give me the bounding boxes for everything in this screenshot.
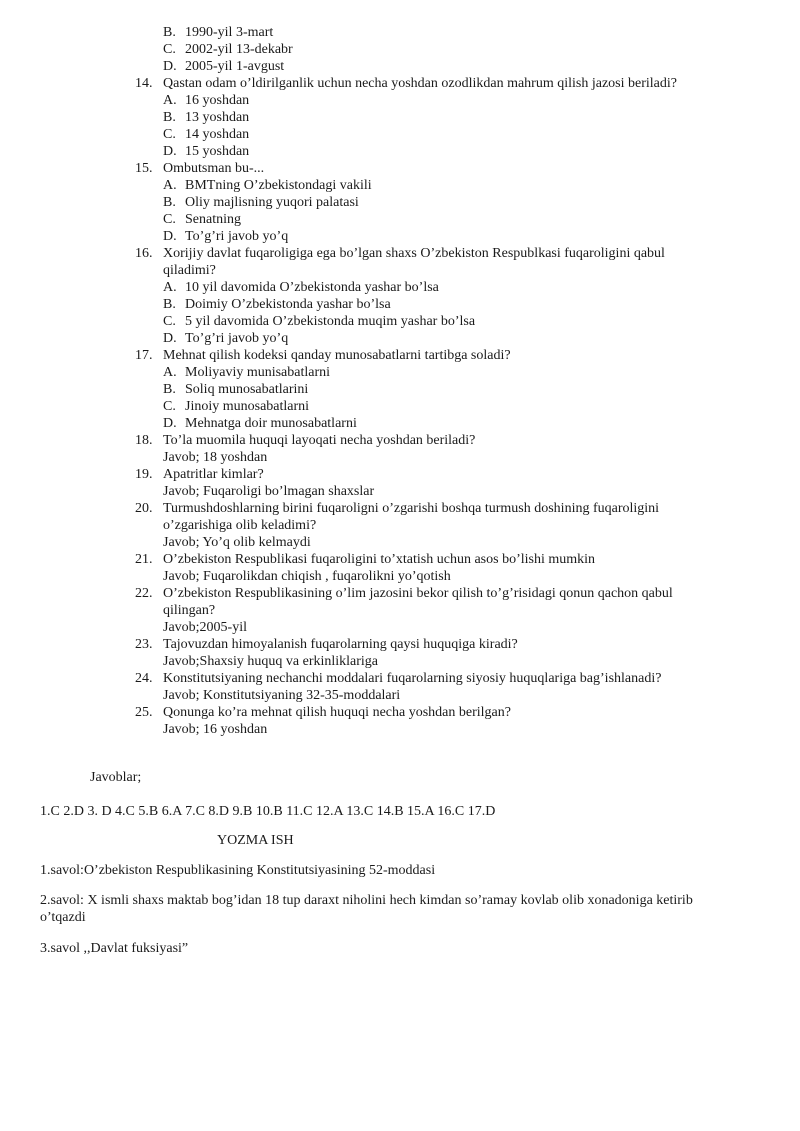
question-text: Apatritlar kimlar? (163, 467, 264, 482)
option-item: A. 10 yil davomida O’zbekistonda yashar bo’lsa (163, 280, 439, 295)
question-number: 25. (135, 705, 153, 720)
question-number: 15. (135, 161, 153, 176)
question-text: O’zbekiston Respublikasi fuqaroligini to’xtatish uchun asos bo’lishi mumkin (163, 552, 596, 567)
question-item (130, 500, 720, 534)
question-list (130, 24, 720, 738)
answer-text: Javob; Yo’q olib kelmaydi (163, 535, 311, 550)
answer-text: Javob;Shaxsiy huquq va erkinliklariga (163, 654, 379, 669)
question-text: O’zbekiston Respublikasining o’lim jazosini bekor qilish to’g’risidagi qonun qachon qabul qilingan? (163, 586, 673, 618)
written-question: 3.savol ,,Davlat fuksiyasi” (40, 941, 189, 956)
option-item: A. BMTning O’zbekistondagi vakili (163, 178, 372, 193)
question-number: 22. (135, 586, 153, 601)
question-number: 21. (135, 552, 153, 567)
question-item (130, 347, 720, 364)
option-item: C. 5 yil davomida O’zbekistonda muqim yashar bo’lsa (163, 314, 476, 329)
question-item (130, 75, 720, 92)
answer-text: Javob; Konstitutsiyaning 32-35-moddalari (163, 688, 401, 703)
question-number: 18. (135, 433, 153, 448)
question-item (130, 636, 720, 653)
question-number: 20. (135, 501, 153, 516)
question-item (130, 670, 720, 687)
question-text: Konstitutsiyaning nechanchi moddalari fuqarolarning siyosiy huquqlariga bag’ishlanadi? (163, 671, 662, 686)
option-item: D. 15 yoshdan (163, 144, 250, 159)
question-number: 19. (135, 467, 153, 482)
option-item: C. Senatning (163, 212, 241, 227)
answer-text: Javob; 18 yoshdan (163, 450, 268, 465)
written-heading: YOZMA ISH (217, 833, 294, 848)
option-item: D. To’g’ri javob yo’q (163, 331, 289, 346)
question-item (130, 585, 720, 619)
option-item: D. To’g’ri javob yo’q (163, 229, 289, 244)
option-item: D. Mehnatga doir munosabatlarni (163, 416, 357, 431)
option-item: A. Moliyaviy munisabatlarni (163, 365, 331, 380)
option-item: D. 2005-yil 1-avgust (163, 59, 285, 74)
question-number: 24. (135, 671, 153, 686)
question-number: 16. (135, 246, 153, 261)
question-item (130, 551, 720, 568)
question-item (130, 160, 720, 177)
question-item (130, 245, 720, 279)
question-number: 23. (135, 637, 153, 652)
answer-text: Javob; Fuqarolikdan chiqish , fuqarolikni yo’qotish (163, 569, 451, 584)
question-text: Qonunga ko’ra mehnat qilish huquqi necha yoshdan berilgan? (163, 705, 511, 720)
question-text: Ombutsman bu-... (163, 161, 265, 176)
question-number: 14. (135, 76, 153, 91)
question-item (130, 466, 720, 483)
option-item: C. 14 yoshdan (163, 127, 250, 142)
question-item (130, 432, 720, 449)
question-text: Turmushdoshlarning birini fuqaroligni o’zgarishi boshqa turmush doshining fuqaroligini o’zgarishiga olib keladimi? (163, 501, 660, 533)
answer-text: Javob; Fuqaroligi bo’lmagan shaxslar (163, 484, 375, 499)
option-item: A. 16 yoshdan (163, 93, 250, 108)
written-question: 1.savol:O’zbekiston Respublikasining Konstitutsiyasining 52-moddasi (40, 863, 436, 878)
option-item: C. 2002-yil 13-dekabr (163, 42, 293, 57)
option-item: B. 1990-yil 3-mart (163, 25, 274, 40)
option-item: B. Doimiy O’zbekistonda yashar bo’lsa (163, 297, 391, 312)
answers-key: 1.C 2.D 3. D 4.C 5.B 6.A 7.C 8.D 9.B 10.B 11.C 12.A 13.C 14.B 15.A 16.C 17.D (40, 804, 496, 819)
option-item: B. 13 yoshdan (163, 110, 250, 125)
answers-heading: Javoblar; (90, 770, 142, 785)
question-text: Qastan odam o’ldirilganlik uchun necha yoshdan ozodlikdan mahrum qilish jazosi beriladi? (163, 76, 677, 91)
option-item: B. Oliy majlisning yuqori palatasi (163, 195, 359, 210)
question-text: Xorijiy davlat fuqaroligiga ega bo’lgan shaxs O’zbekiston Respublkasi fuqaroligini qabul qiladimi? (163, 246, 665, 278)
answer-text: Javob;2005-yil (163, 620, 247, 635)
question-text: To’la muomila huquqi layoqati necha yoshdan beriladi? (163, 433, 476, 448)
question-number: 17. (135, 348, 153, 363)
question-text: Tajovuzdan himoyalanish fuqarolarning qaysi huquqiga kiradi? (163, 637, 518, 652)
option-item: C. Jinoiy munosabatlarni (163, 399, 310, 414)
question-item (130, 704, 720, 721)
written-question: 2.savol: X ismli shaxs maktab bog’idan 18 tup daraxt niholini hech kimdan so’ramay kovlab olib xonadoniga ketirib o’tqazdi (40, 893, 693, 925)
question-text: Mehnat qilish kodeksi qanday munosabatlarni tartibga soladi? (163, 348, 511, 363)
answer-text: Javob; 16 yoshdan (163, 722, 268, 737)
option-item: B. Soliq munosabatlarini (163, 382, 309, 397)
